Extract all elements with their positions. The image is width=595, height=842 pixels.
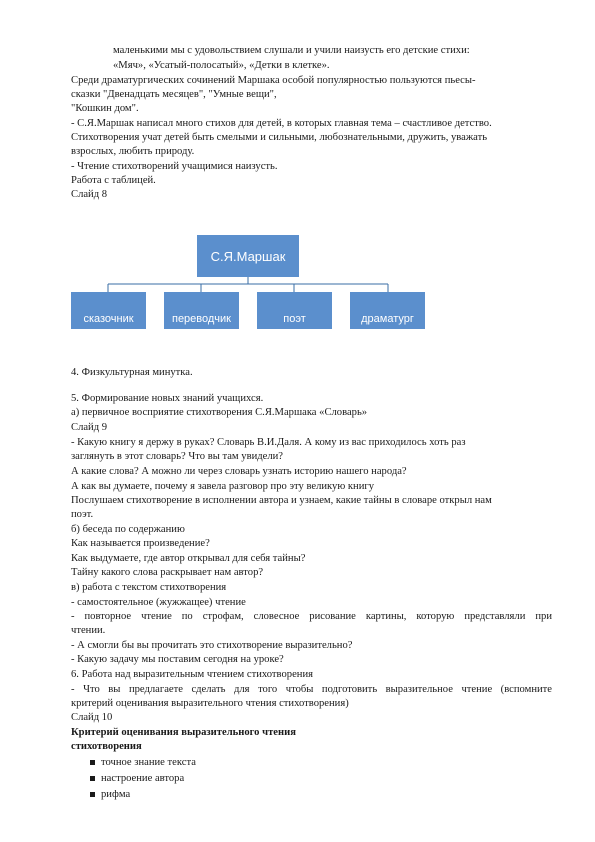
- text-line: маленькими мы с удовольствием слушали и учили наизусть его детские стихи:: [113, 45, 470, 56]
- diagram-child-box: [350, 292, 425, 329]
- text-line: Как выдумаете, где автор открывал для себя тайны?: [71, 553, 306, 564]
- text-line: - самостоятельное (жужжащее) чтение: [71, 597, 246, 608]
- text-line: Среди драматургических сочинений Маршака особой популярностью пользуются пьесы-: [71, 75, 476, 86]
- diagram-child-label: сказочник: [83, 312, 134, 325]
- diagram-child-box: [257, 292, 332, 329]
- text-line: в) работа с текстом стихотворения: [71, 582, 227, 593]
- text-line: Тайну какого слова раскрывает нам автор?: [71, 567, 264, 578]
- text-line: заглянуть в этот словарь? Что вы там увидели?: [71, 451, 283, 462]
- text-line: - Чтение стихотворений учащимися наизусть.: [71, 161, 278, 172]
- text-line: 6. Работа над выразительным чтением стихотворения: [71, 669, 313, 680]
- slide-label: Слайд 9: [71, 422, 108, 433]
- criteria-heading: Критерий оценивания выразительного чтения: [71, 727, 296, 738]
- text-line: - Какую книгу я держу в руках? Словарь В.И.Даля. А кому из вас приходилось хоть раз: [71, 437, 466, 448]
- square-bullet-icon: [90, 760, 95, 765]
- section-heading: 4. Физкультурная минутка.: [71, 367, 193, 378]
- diagram-root-label: С.Я.Маршак: [210, 248, 286, 264]
- text-line: Как называется произведение?: [71, 538, 210, 549]
- square-bullet-icon: [90, 792, 95, 797]
- diagram-child-box: [71, 292, 146, 329]
- diagram-child-box: [164, 292, 239, 329]
- diagram-child-label: драматург: [361, 312, 414, 325]
- section-heading: 5. Формирование новых знаний учащихся.: [71, 393, 264, 404]
- text-line: Послушаем стихотворение в исполнении автора и узнаем, какие тайны в словаре открыл нам: [71, 495, 492, 506]
- text-line: а) первичное восприятие стихотворения С.Я.Маршака «Словарь»: [71, 407, 368, 418]
- list-item-label: точное знание текста: [101, 757, 196, 768]
- text-line: А как вы думаете, почему я завела разговор про эту великую книгу: [71, 481, 375, 492]
- text-line: - Что вы предлагаете сделать для того чтобы подготовить выразительное чтение (вспомните: [71, 684, 552, 695]
- text-line: - Какую задачу мы поставим сегодня на уроке?: [71, 654, 284, 665]
- square-bullet-icon: [90, 776, 95, 781]
- slide-label: Слайд 8: [71, 189, 108, 200]
- text-line: - С.Я.Маршак написал много стихов для детей, в которых главная тема – счастливое детство.: [71, 118, 492, 129]
- slide-label: Слайд 10: [71, 712, 113, 723]
- text-line: "Кошкин дом".: [71, 103, 139, 114]
- diagram-child-label: переводчик: [171, 312, 231, 325]
- list-item: [71, 787, 196, 803]
- text-line: Работа с таблицей.: [71, 175, 156, 186]
- text-line: - повторное чтение по строфам, словесное рисование картины, которую представляли при: [71, 611, 552, 622]
- criteria-heading: стихотворения: [71, 741, 142, 752]
- marshak-diagram: [71, 235, 431, 330]
- text-line: «Мяч», «Усатый-полосатый», «Детки в клетке».: [113, 60, 330, 71]
- list-item-label: рифма: [101, 789, 131, 800]
- criteria-list: [71, 755, 196, 803]
- text-line: А какие слова? А можно ли через словарь узнать историю нашего народа?: [71, 466, 407, 477]
- text-line: взрослых, любить природу.: [71, 146, 195, 157]
- text-line: Стихотворения учат детей быть смелыми и сильными, любознательными, дружить, уважать: [71, 132, 488, 143]
- text-line: поэт.: [71, 509, 94, 520]
- text-line: критерий оценивания выразительного чтения стихотворения): [71, 698, 349, 709]
- text-line: б) беседа по содержанию: [71, 524, 185, 535]
- list-item-label: настроение автора: [101, 773, 185, 784]
- text-line: сказки "Двенадцать месяцев", "Умные вещи",: [71, 89, 277, 100]
- list-item: [71, 755, 196, 771]
- diagram-child-label: поэт: [283, 312, 306, 325]
- diagram-root-box: [197, 235, 299, 277]
- text-line: - А смогли бы вы прочитать это стихотворение выразительно?: [71, 640, 353, 651]
- list-item: [71, 771, 196, 787]
- text-line: чтении.: [71, 625, 106, 636]
